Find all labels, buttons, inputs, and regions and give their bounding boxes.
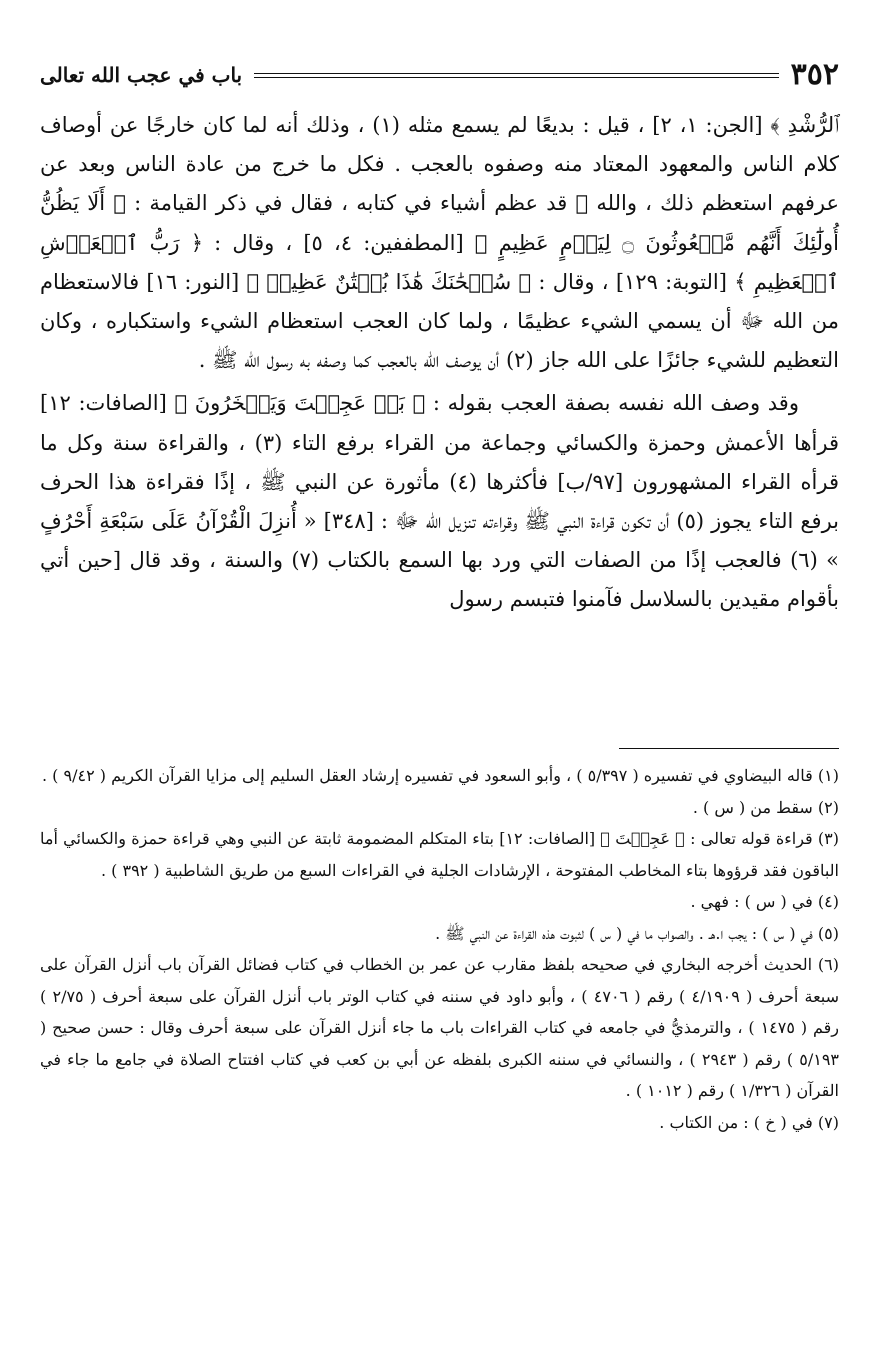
paragraph-2: وقد وصف الله نفسه بصفة العجب بقوله : ﴿ بَلۡ عَجِبۡتَ وَيَسۡخَرُونَ ﴾ [الصافات: ١٢] قرأها الأعمش وحمزة والكسائي وجماعة من القراء برفع التاء (٣) ، والقراءة سنة وكل ما قرأه القراء المشهورون [٩٧/ب] فأكثرها (٤) مأثورة عن النبي ﷺ ، إذًا فقراءة هذا الحرف برفع التاء يجوز (٥) أن تكون قراءة النبي ﷺ وقراءته تنزيل الله ﷻ : [٣٤٨] « أُنزِلَ الْقُرْآنُ عَلَى سَبْعَةِ أَحْرُفٍ » (٦) فالعجب إذًا من الصفات التي ورد بها السمع بالكتاب (٧) والسنة ، وقد قال [حين أتي بأقوام مقيدين بالسلاسل فآمنوا فتبسم رسول [40,391,840,612]
footnote-7: (٧) في ( خ ) : من الكتاب . [659,1112,839,1132]
paragraph-1: ﭐلرُّشْدِ ﴾ [الجن: ١، ٢] ، قيل : بديعًا لم يسمع مثله (١) ، وذلك أنه لما كان خارجًا عن أوصاف كلام الناس والمعهود المعتاد منه وصفوه بالعجب . فكل ما خرج من عادة الناس وبعد عن عرفهم استعظم ذلك ، والله ﷻ قد عظم أشياء في كتابه ، فقال في ذكر القيامة : ﴿ أَلَا يَظُنُّ أُولَٰٓئِكَ أَنَّهُم مَّبۡعُوثُونَ ۝ لِيَوۡمٍ عَظِيمٍ ﴾ [المطففين: ٤، ٥] ، وقال : ﴿ رَبُّ ٱلۡعَرۡشِ ٱلۡعَظِيمِ ﴾ [التوبة: ١٢٩] ، وقال : ﴿ سُبۡحَٰنَكَ هَٰذَا بُهۡتَٰنٌ عَظِيمٞ ﴾ [النور: ١٦] فالاستعظام من الله ﷻ أن يسمي الشيء عظيمًا ، ولما كان العجب استعظام الشيء واستكباره ، وكان التعظيم للشيء جائزًا على الله جاز (٢) أن يوصف الله بالعجب كما وصفه به رسول الله ﷺ . [40,113,839,373]
header-rule [254,73,779,78]
footnote-2: (٢) سقط من ( س ) . [692,797,839,817]
running-title: باب في عجب الله تعالى [40,63,243,87]
footnote-5: (٥) في ( س ) : يجب ا.هـ . والصواب ما في ( س ) لثبوت هذه القراءة عن النبي ﷺ . [435,923,839,943]
page-header [40,58,839,92]
footnote-4: (٤) في ( س ) : فهي . [690,892,839,911]
footnote-6: (٦) الحديث أخرجه البخاري في صحيحه بلفظ مقارب عن عمر بن الخطاب في كتاب فضائل القرآن باب أنزل القرآن على سبعة أحرف ( ٤/١٩٠٩ ) رقم ( ٤٧٠٦ ) ، وأبو داود في سننه في كتاب الوتر باب أنزل القرآن على سبعة أحرف ( ٢/٧٥ ) رقم ( ١٤٧٥ ) ، والترمذيُّ في جامعه في كتاب القراءات باب ما جاء أنزل القرآن على سبعة أحرف وقال : حسن صحيح ( ٥/١٩٣ ) رقم ( ٢٩٤٣ ) ، والنسائي في سننه الكبرى بلفظه عن أبي بن كعب في كتاب افتتاح الصلاة في جامع ما جاء في القرآن ( ١/٣٢٦ ) رقم ( ١٠١٢ ) . [40,955,840,1100]
footnote-1: (١) قاله البيضاوي في تفسيره ( ٥/٣٩٧ ) ، وأبو السعود في تفسيره إرشاد العقل السليم إلى مزايا القرآن الكريم ( ٩/٤٢ ) . [42,766,839,785]
footnote-3: (٣) قراءة قوله تعالى : ﴿ عَجِبۡتَ ﴾ [الصافات: ١٢] بتاء المتكلم المضمومة ثابتة عن النبي وهي قراءة حمزة والكسائي أما الباقون فقد قرؤوها بتاء المخاطب المفتوحة ، الإرشادات الجلية في القراءات السبع من طريق الشاطبية ( ٣٩٢ ) . [40,829,839,880]
main-text [40,106,839,620]
footnote-separator [619,748,839,749]
page-number: ٣٥٢ [790,57,839,92]
footnotes [40,760,839,1138]
